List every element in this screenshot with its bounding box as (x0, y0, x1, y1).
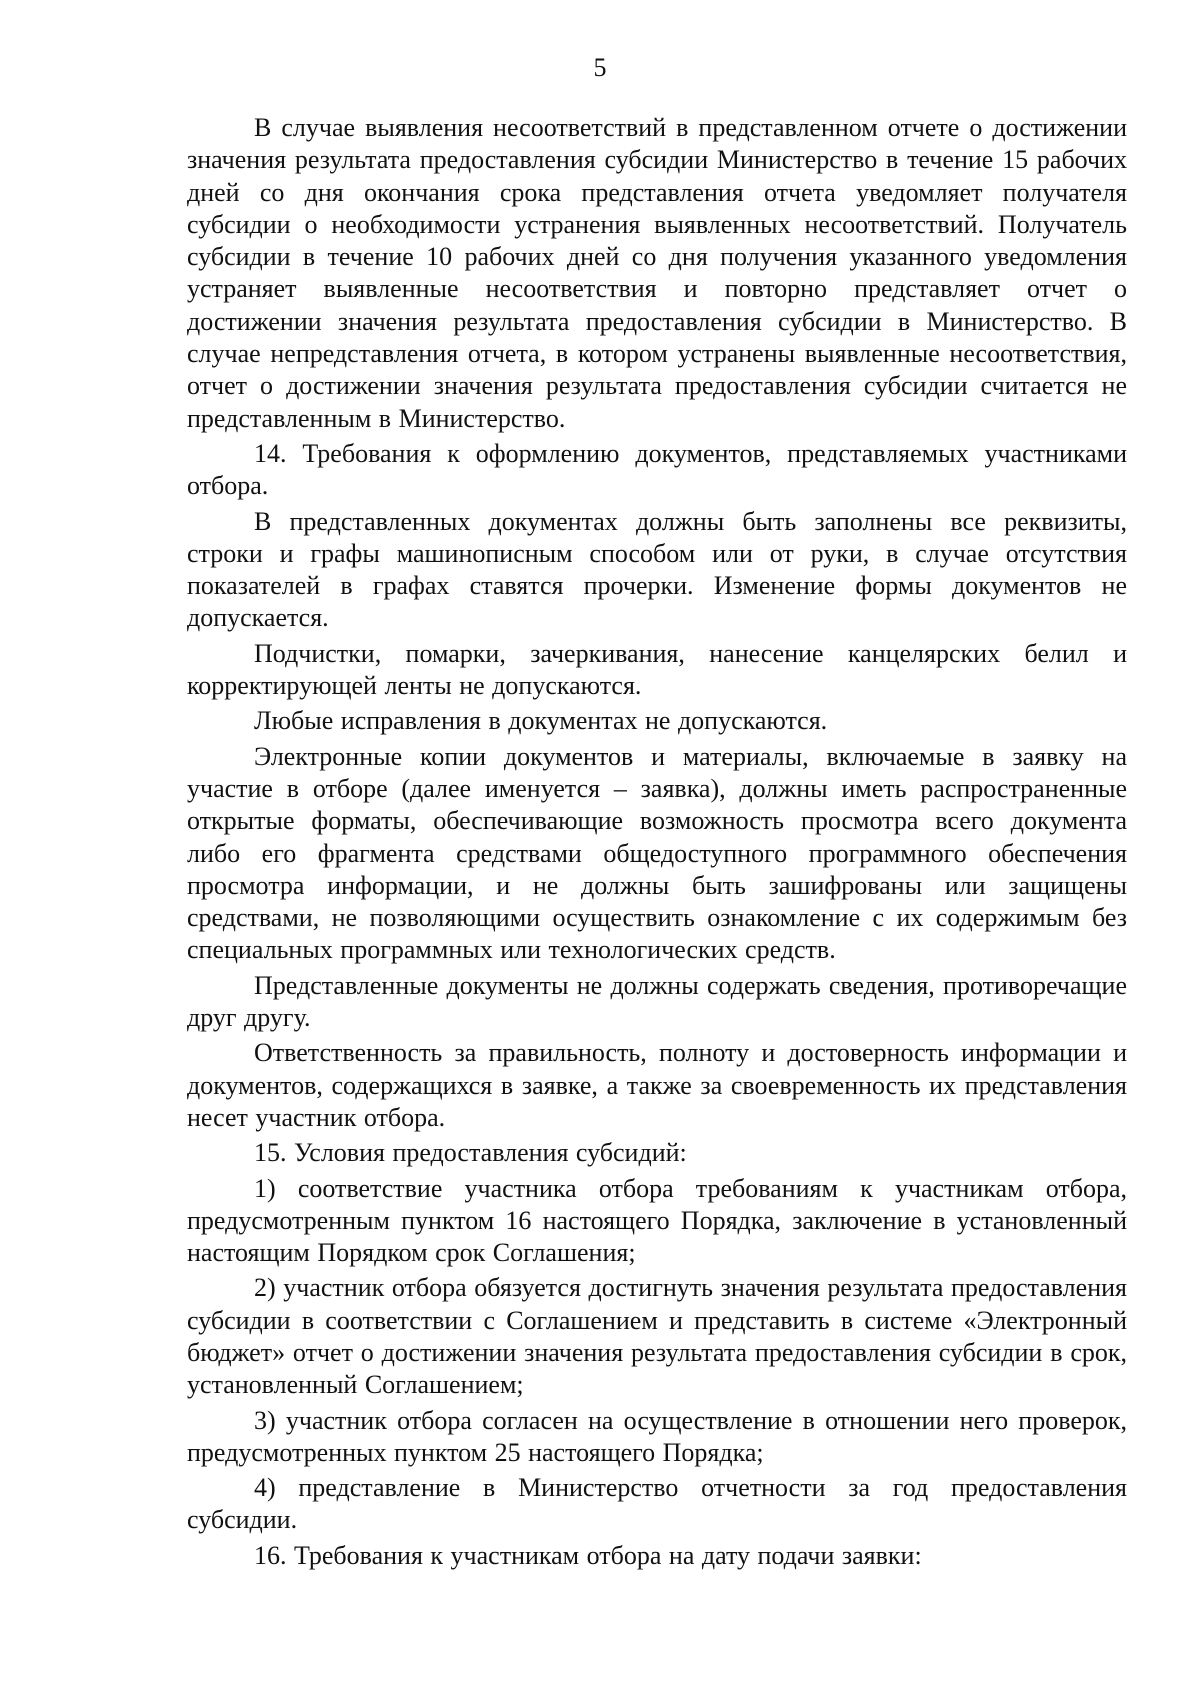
list-item-condition-2: 2) участник отбора обязуется достигнуть значения результата предоставления субсидии в соответствии с Соглашением и представить в системе «Электронный бюджет» отчет о достижении значения результата предоставления субсидии в срок, установленный Соглашением; (187, 1273, 1127, 1400)
paragraph-no-erasures: Подчистки, помарки, зачеркивания, нанесение канцелярских белил и корректирующей ленты не допускаются. (187, 638, 1127, 701)
paragraph-15-heading: 15. Условия предоставления субсидий: (254, 1138, 687, 1168)
paragraph-16-heading: 16. Требования к участникам отбора на дату подачи заявки: (254, 1540, 922, 1570)
paragraph-report-discrepancies: В случае выявления несоответствий в представленном отчете о достижении значения результата предоставления субсидии Министерство в течение 15 рабочих дней со дня окончания срока представления отчета уведомляет получателя субсидии о необходимости устранения выявленных несоответствий. Получатель субсидии в течение 10 рабочих дней со дня получения указанного уведомления устраняет выявленные несоответствия и повторно представляет отчет о достижении значения результата предоставления субсидии в Министерство. В случае непредставления отчета, в котором устранены выявленные несоответствия, отчет о достижении значения результата предоставления субсидии считается не представленным в Министерство. (187, 113, 1127, 433)
paragraph-responsibility: Ответственность за правильность, полноту и достоверность информации и документов, содержащихся в заявке, а также за своевременность их представления несет участник отбора. (187, 1038, 1127, 1132)
list-item-condition-1: 1) соответствие участника отбора требованиям к участникам отбора, предусмотренным пунктом 16 настоящего Порядка, заключение в установленный настоящим Порядком срок Соглашения; (187, 1173, 1127, 1268)
page-number: 5 (593, 53, 607, 82)
list-item-condition-4: 4) представление в Министерство отчетности за год предоставления субсидии. (187, 1473, 1127, 1535)
paragraph-electronic-copies: Электронные копии документов и материалы, включаемые в заявку на участие в отборе (далее именуется – заявка), должны иметь распространенные открытые форматы, обеспечивающие возможность просмотра всего документа либо его фрагмента средствами общедоступного программного обеспечения просмотра информации, и не должны быть зашифрованы или защищены средствами, не позволяющими осуществить ознакомление с их содержимым без специальных программных или технологических средств. (187, 741, 1127, 965)
paragraph-14-heading: 14. Требования к оформлению документов, представляемых участниками отбора. (187, 438, 1127, 501)
list-item-condition-3: 3) участник отбора согласен на осуществление в отношении него проверок, предусмотренных пунктом 25 настоящего Порядка; (187, 1405, 1127, 1467)
paragraph-no-corrections: Любые исправления в документах не допускаются. (254, 706, 828, 736)
document-body (187, 112, 1127, 1572)
paragraph-document-requisites: В представленных документах должны быть заполнены все реквизиты, строки и графы машинописным способом или от руки, в случае отсутствия показателей в графах ставятся прочерки. Изменение формы документов не допускается. (187, 506, 1127, 633)
paragraph-no-contradictions: Представленные документы не должны содержать сведения, противоречащие друг другу. (187, 970, 1127, 1033)
